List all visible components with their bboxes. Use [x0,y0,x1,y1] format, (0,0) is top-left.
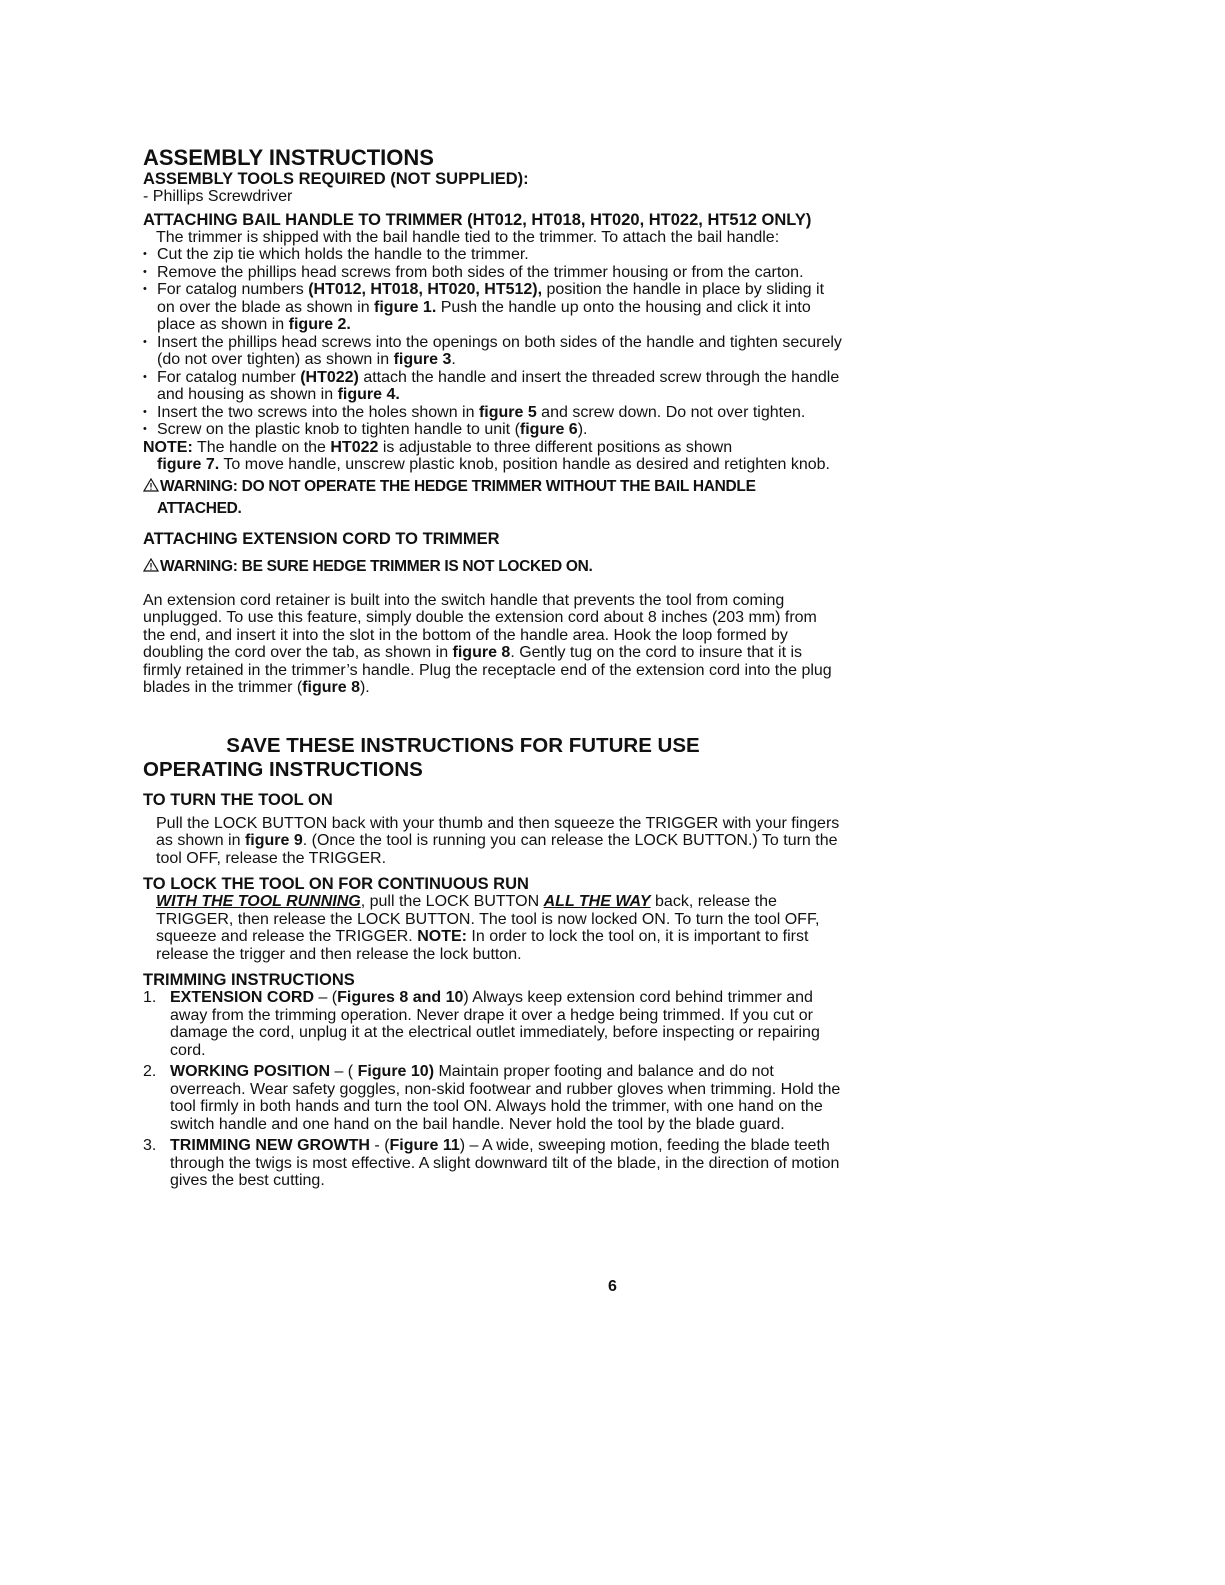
bail-steps-list [143,246,843,439]
cord-paragraph: An extension cord retainer is built into the switch handle that prevents the tool from coming unplugged. To use this feature, simply double the extension cord about 8 inches (203 mm) from the end, and insert it into the slot in the bottom of the handle area. Hook the loop formed by doubling the cord over the tab, as shown in figure 8. Gently tug on the cord to insure that it is firmly retained in the trimmer’s handle. Plug the receptacle end of the extension cord into the plug blades in the trimmer (figure 8). [143,591,832,696]
tools-heading: ASSEMBLY TOOLS REQUIRED (NOT SUPPLIED): [143,170,529,188]
page-number: 6 [608,1278,617,1295]
assembly-title: ASSEMBLY INSTRUCTIONS [143,145,434,170]
list-item: • Insert the two screws into the holes shown in figure 5 and screw down. Do not over tighten. [143,404,843,422]
warning-triangle-icon [143,477,159,491]
cord-heading: ATTACHING EXTENSION CORD TO TRIMMER [143,529,500,548]
turn-on-paragraph: Pull the LOCK BUTTON back with your thumb and then squeeze the TRIGGER with your fingers as shown in figure 9. (Once the tool is running you can release the LOCK BUTTON.) To turn the tool OFF, release the TRIGGER. [156,814,840,867]
turn-on-heading: TO TURN THE TOOL ON [143,790,333,809]
list-item: • Cut the zip tie which holds the handle to the trimmer. [143,246,843,264]
bail-heading: ATTACHING BAIL HANDLE TO TRIMMER (HT012, HT018, HT020, HT022, HT512 ONLY) [143,210,812,229]
list-item: • For catalog numbers (HT012, HT018, HT020, HT512), position the handle in place by sliding it on over the blade as shown in figure 1. Push the handle up onto the housing and click it into place as shown in figure 2. [143,281,843,334]
trimming-heading: TRIMMING INSTRUCTIONS [143,971,355,989]
handle-note: NOTE: The handle on the HT022 is adjustable to three different positions as shown figure 7. To move handle, unscrew plastic knob, position handle as desired and retighten knob. [143,438,830,473]
list-item: 3. TRIMMING NEW GROWTH - (Figure 11) – A wide, sweeping motion, feeding the blade teeth through the twigs is most effective. A slight downward tilt of the blade, in the direction of motion gives the best cutting. [143,1137,840,1189]
list-item: • For catalog number (HT022) attach the handle and insert the threaded screw through the handle and housing as shown in figure 4. [143,369,843,404]
tools-item: - Phillips Screwdriver [143,188,293,205]
warning-bail-handle: WARNING: DO NOT OPERATE THE HEDGE TRIMMER WITHOUT THE BAIL HANDLE ATTACHED. [143,476,843,520]
warning-locked-on: WARNING: BE SURE HEDGE TRIMMER IS NOT LOCKED ON. [143,556,843,578]
operating-title: OPERATING INSTRUCTIONS [143,757,423,781]
save-instructions-banner: SAVE THESE INSTRUCTIONS FOR FUTURE USE [226,733,700,757]
manual-page [143,146,843,1190]
bail-intro: The trimmer is shipped with the bail handle tied to the trimmer. To attach the bail handle: [156,228,780,246]
warning-triangle-icon [143,557,159,571]
lock-heading: TO LOCK THE TOOL ON FOR CONTINUOUS RUN [143,875,529,893]
trimming-list [143,989,843,1190]
lock-paragraph: WITH THE TOOL RUNNING, pull the LOCK BUTTON ALL THE WAY back, release the TRIGGER, then release the LOCK BUTTON. The tool is now locked ON. To turn the tool OFF, squeeze and release the TRIGGER. NOTE: In order to lock the tool on, it is important to first release the trigger and then release the lock button. [156,893,820,963]
list-item: 1. EXTENSION CORD – (Figures 8 and 10) Always keep extension cord behind trimmer and away from the trimming operation. Never drape it over a hedge being trimmed. If you cut or damage the cord, unplug it at the electrical outlet immediately, before inspecting or repairing cord. [143,989,820,1059]
list-item: • Screw on the plastic knob to tighten handle to unit (figure 6). [143,421,843,439]
list-item: • Insert the phillips head screws into the openings on both sides of the handle and tighten securely (do not over tighten) as shown in figure 3. [143,334,843,369]
list-item: 2. WORKING POSITION – ( Figure 10) Maintain proper footing and balance and do not overreach. Wear safety goggles, non-skid footwear and rubber gloves when trimming. Hold the tool firmly in both hands and turn the tool ON. Always hold the trimmer, with one hand on the switch handle and one hand on the bail handle. Never hold the tool by the blade guard. [143,1063,841,1133]
list-item: • Remove the phillips head screws from both sides of the trimmer housing or from the carton. [143,264,843,282]
